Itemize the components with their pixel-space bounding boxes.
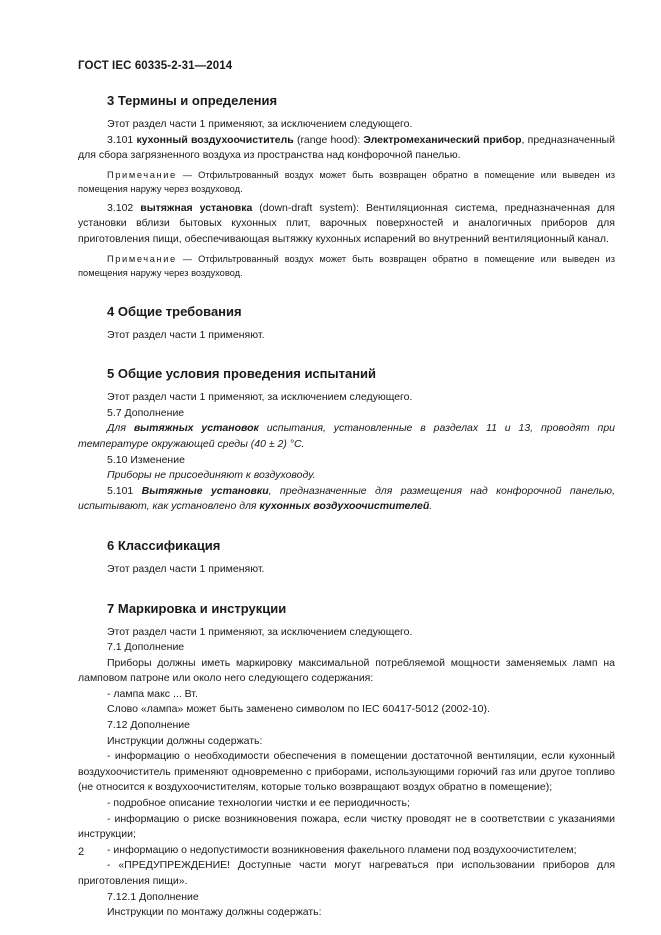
page-number: 2 [78, 846, 85, 858]
clause-7-1: 7.1 Дополнение [107, 641, 185, 654]
clause-7-12-intro: Инструкции должны содержать: [107, 734, 263, 747]
clause-5-7-text-a: Для [107, 422, 134, 435]
section-4-title: 4 Общие требования [107, 303, 242, 319]
clause-5-101-b1: Вытяжные установки [141, 484, 269, 497]
list-item: - «ПРЕДУПРЕЖДЕНИЕ! Доступные части могут нагреваться при использовании приборов для приготовления пищи». [78, 859, 615, 887]
note-2-label: Примечание [107, 253, 177, 264]
clause-7-12-1: 7.12.1 Дополнение [107, 890, 199, 903]
term-3-101 [78, 133, 615, 164]
section-5-title: 5 Общие условия проведения испытаний [107, 366, 377, 382]
clause-5-7-text-b: вытяжных установок [133, 422, 259, 435]
clause-5-10: 5.10 Изменение [107, 453, 185, 466]
term-3-101-def-bold: Электромеханический прибор [363, 133, 522, 146]
clause-7-12-1-text: Инструкции по монтажу должны содержать: [107, 906, 322, 919]
clause-7-1-text: Приборы должны иметь маркировку максимальной потребляемой мощности заменяемых ламп на ламповом патроне или около него следующего содержания: [78, 656, 615, 685]
term-3-101-term: кухонный воздухоочиститель [136, 133, 294, 146]
section-7-title: 7 Маркировка и инструкции [107, 600, 287, 616]
clause-5-10-text [78, 468, 615, 484]
standard-header: ГОСТ IEC 60335-2-31—2014 [78, 60, 233, 72]
section-6-title: 6 Классификация [107, 537, 221, 553]
section-5-intro: Этот раздел части 1 применяют, за исключением следующего. [107, 391, 413, 404]
term-3-102-def: Вентиляционная система, предназначенная для установки вблизи бытовых кухонных плит, варочных поверхностей и аналогичных приборов для приготовления пищи, обеспечивающая вытяжку кухонных испарений во внутренний вентиляционный канал. [78, 201, 615, 245]
clause-7-1-item: - лампа макс ... Вт. [107, 687, 198, 700]
clause-5-7-text-c: испытания, установленные в разделах 11 и 13, проводят при температуре окружающей среды (40 ± 2) °С. [78, 422, 616, 450]
term-3-102 [78, 201, 615, 248]
clause-5-101-a: , предназначенные для размещения над конфорочной панелью, испытывают, как установлено для [78, 484, 615, 513]
note-2 [78, 252, 615, 281]
section-4-text: Этот раздел части 1 применяют. [107, 328, 265, 341]
term-3-101-en: (range hood): [293, 133, 364, 146]
clause-5-101-end: . [429, 500, 433, 513]
note-1-text: — Отфильтрованный воздух может быть возвращен обратно в помещение или выведен из помещения наружу через воздуховод. [78, 169, 615, 195]
clause-5-10-text-inner: Приборы не присоединяют к воздуховоду. [107, 469, 316, 482]
page-content [78, 92, 615, 921]
list-item: - информацию о недопустимости возникновения факельного пламени под воздухоочистителем; [107, 843, 577, 856]
list-item: - информацию о необходимости обеспечения в помещении достаточной вентиляции, если кухонный воздухоочиститель применяют одновременно с приборами, использующими горючий газ или другое топливо (не относится к воздухоочистителям, которые только возвращают воздух обратно в помещение); [78, 750, 615, 794]
note-1-label: Примечание [107, 169, 177, 180]
note-2-text: — Отфильтрованный воздух может быть возвращен обратно в помещение или выведен из помещения наружу через воздуховод. [78, 253, 615, 279]
term-3-102-en: (down-draft system): [252, 201, 366, 214]
term-3-102-num: 3.102 [107, 201, 141, 214]
section-3-title: 3 Термины и определения [107, 93, 278, 108]
section-7-intro: Этот раздел части 1 применяют, за исключением следующего. [107, 625, 413, 638]
clause-5-101-num: 5.101 [107, 484, 142, 497]
term-3-101-num: 3.101 [107, 133, 137, 146]
note-1 [78, 168, 615, 197]
list-item: - информацию о риске возникновения пожара, если чистку проводят не в соответствии с указаниями инструкции; [78, 812, 615, 841]
section-3-intro: Этот раздел части 1 применяют, за исключением следующего. [107, 118, 413, 130]
clause-5-7-text [78, 421, 615, 452]
term-3-101-def: , предназначенный для сбора загрязненного воздуха из пространства над конфорочной панелью. [78, 133, 615, 162]
term-3-102-term: вытяжная установка [140, 201, 253, 214]
clause-7-12: 7.12 Дополнение [107, 719, 190, 732]
list-item: - подробное описание технологии чистки и ее периодичность; [107, 797, 410, 810]
section-6-text: Этот раздел части 1 применяют. [107, 562, 265, 575]
clause-5-101 [78, 484, 615, 515]
clause-5-101-b2: кухонных воздухоочистителей [259, 500, 430, 513]
clause-7-1-note: Слово «лампа» может быть заменено символом по IEC 60417-5012 (2002-10). [107, 703, 490, 716]
clause-5-7: 5.7 Дополнение [107, 406, 185, 419]
